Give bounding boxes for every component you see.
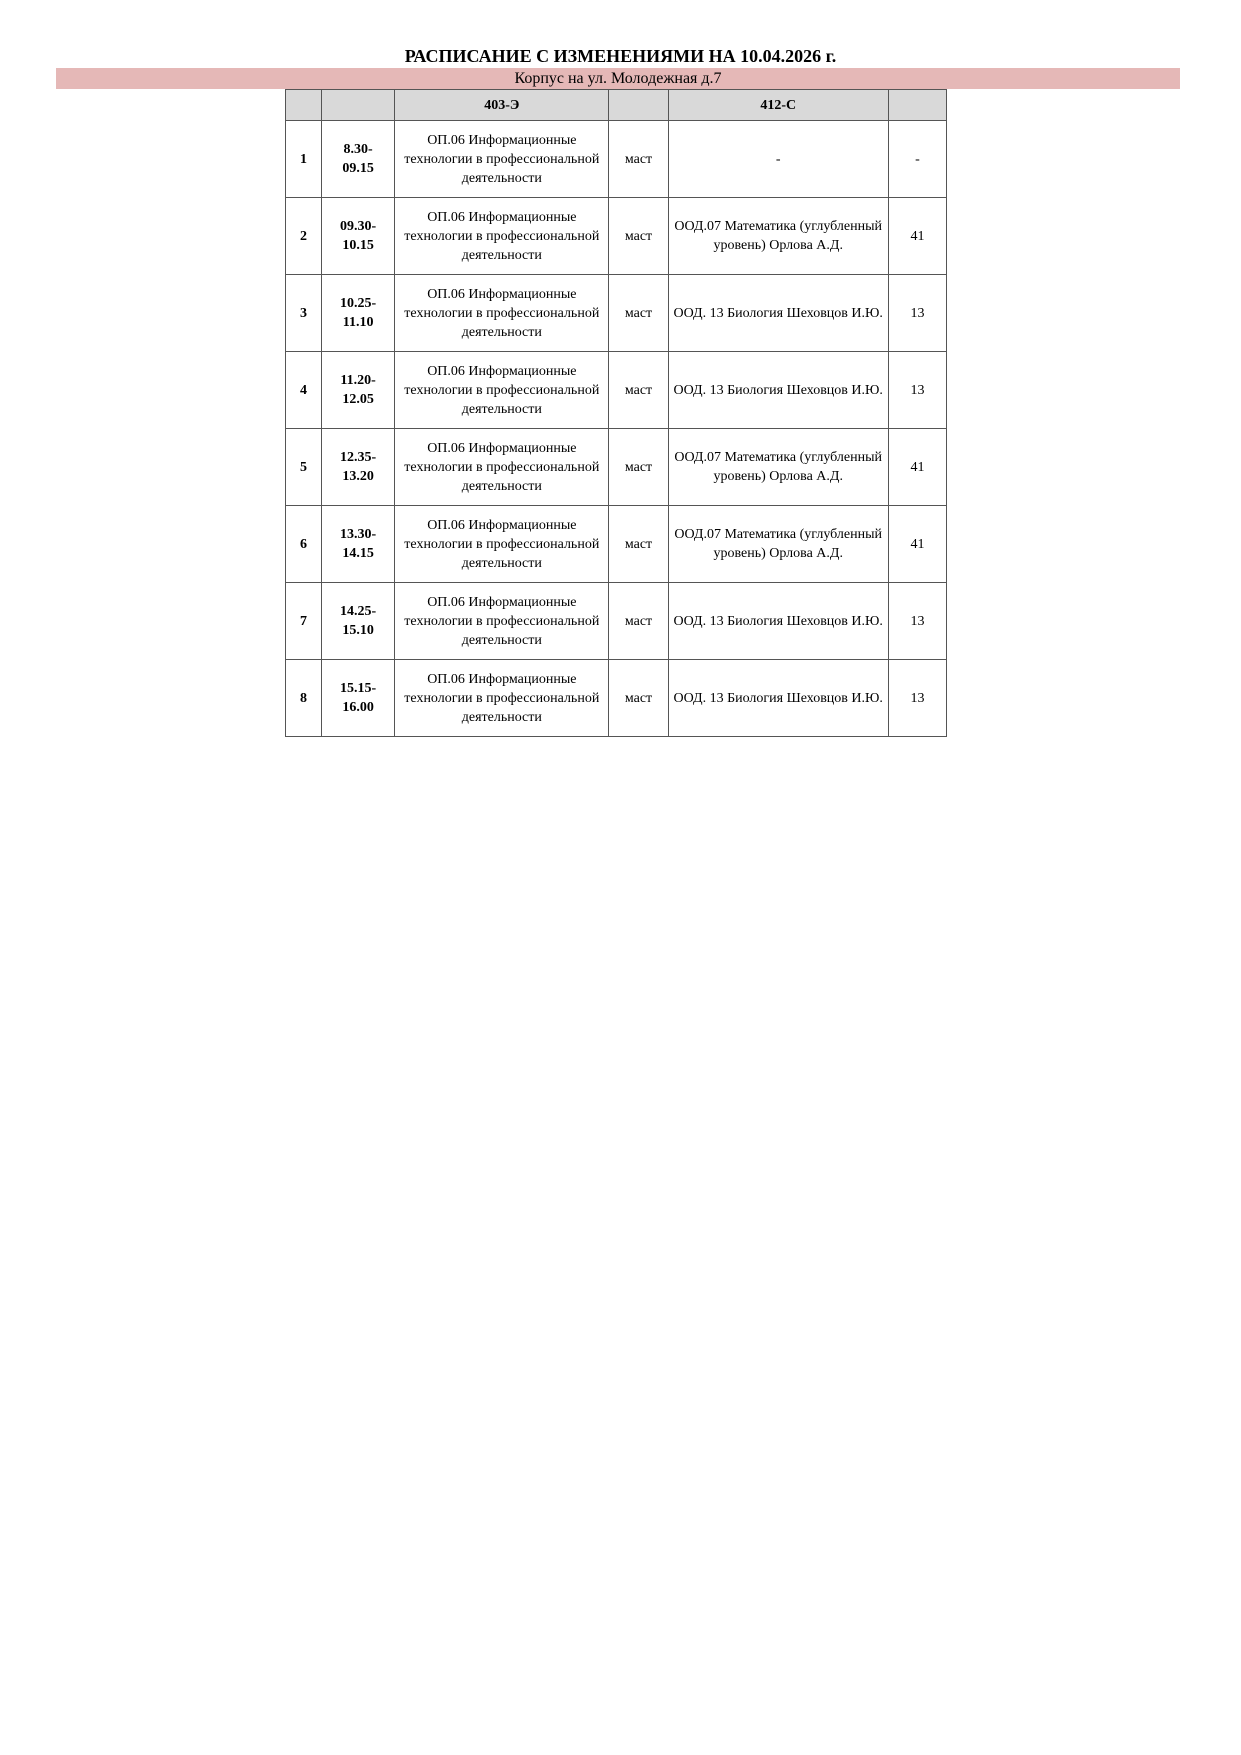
room-403e: маст: [609, 429, 668, 506]
subject-412s: ООД. 13 Биология Шеховцов И.Ю.: [668, 352, 888, 429]
room-412s: 13: [888, 275, 946, 352]
room-412s: 41: [888, 198, 946, 275]
subject-403e: ОП.06 Информационные технологии в профессиональной деятельности: [395, 352, 609, 429]
table-row: [286, 121, 947, 198]
subject-412s: ООД. 13 Биология Шеховцов И.Ю.: [668, 583, 888, 660]
subject-403e: ОП.06 Информационные технологии в профессиональной деятельности: [395, 660, 609, 737]
table-row: [286, 198, 947, 275]
room-412s: 13: [888, 583, 946, 660]
lesson-number: 8: [286, 660, 322, 737]
header-room-403e: [609, 90, 668, 121]
lesson-number: 6: [286, 506, 322, 583]
header-room-412s: [888, 90, 946, 121]
subject-412s: ООД.07 Математика (углубленный уровень) Орлова А.Д.: [668, 198, 888, 275]
lesson-number: 5: [286, 429, 322, 506]
subject-403e: ОП.06 Информационные технологии в профессиональной деятельности: [395, 275, 609, 352]
room-403e: маст: [609, 352, 668, 429]
campus-banner: Корпус на ул. Молодежная д.7: [56, 68, 1180, 89]
room-412s: 41: [888, 429, 946, 506]
lesson-number: 7: [286, 583, 322, 660]
header-group-403e: 403-Э: [395, 90, 609, 121]
subject-412s: ООД. 13 Биология Шеховцов И.Ю.: [668, 660, 888, 737]
subject-403e: ОП.06 Информационные технологии в профессиональной деятельности: [395, 198, 609, 275]
subject-403e: ОП.06 Информационные технологии в профессиональной деятельности: [395, 583, 609, 660]
header-num: [286, 90, 322, 121]
lesson-number: 1: [286, 121, 322, 198]
room-412s: 13: [888, 660, 946, 737]
lesson-time: 14.25- 15.10: [322, 583, 395, 660]
table-row: [286, 429, 947, 506]
lesson-time: 10.25- 11.10: [322, 275, 395, 352]
table-row: [286, 275, 947, 352]
schedule-table: [285, 89, 947, 737]
room-412s: -: [888, 121, 946, 198]
subject-412s: ООД.07 Математика (углубленный уровень) Орлова А.Д.: [668, 429, 888, 506]
room-412s: 13: [888, 352, 946, 429]
subject-412s: -: [668, 121, 888, 198]
page-title: РАСПИСАНИЕ С ИЗМЕНЕНИЯМИ НА 10.04.2026 г.: [404, 46, 837, 66]
subject-403e: ОП.06 Информационные технологии в профессиональной деятельности: [395, 506, 609, 583]
lesson-time: 15.15- 16.00: [322, 660, 395, 737]
room-403e: маст: [609, 583, 668, 660]
lesson-time: 09.30- 10.15: [322, 198, 395, 275]
table-row: [286, 583, 947, 660]
room-412s: 41: [888, 506, 946, 583]
table-row: [286, 352, 947, 429]
subject-403e: ОП.06 Информационные технологии в профессиональной деятельности: [395, 121, 609, 198]
table-header-row: [286, 90, 947, 121]
room-403e: маст: [609, 121, 668, 198]
table-row: [286, 660, 947, 737]
lesson-time: 8.30- 09.15: [322, 121, 395, 198]
lesson-time: 12.35- 13.20: [322, 429, 395, 506]
room-403e: маст: [609, 660, 668, 737]
subject-403e: ОП.06 Информационные технологии в профессиональной деятельности: [395, 429, 609, 506]
lesson-time: 13.30- 14.15: [322, 506, 395, 583]
room-403e: маст: [609, 198, 668, 275]
lesson-number: 2: [286, 198, 322, 275]
subject-412s: ООД.07 Математика (углубленный уровень) Орлова А.Д.: [668, 506, 888, 583]
header-time: [322, 90, 395, 121]
table-row: [286, 506, 947, 583]
lesson-number: 3: [286, 275, 322, 352]
subject-412s: ООД. 13 Биология Шеховцов И.Ю.: [668, 275, 888, 352]
room-403e: маст: [609, 275, 668, 352]
lesson-number: 4: [286, 352, 322, 429]
lesson-time: 11.20- 12.05: [322, 352, 395, 429]
room-403e: маст: [609, 506, 668, 583]
header-group-412s: 412-С: [668, 90, 888, 121]
